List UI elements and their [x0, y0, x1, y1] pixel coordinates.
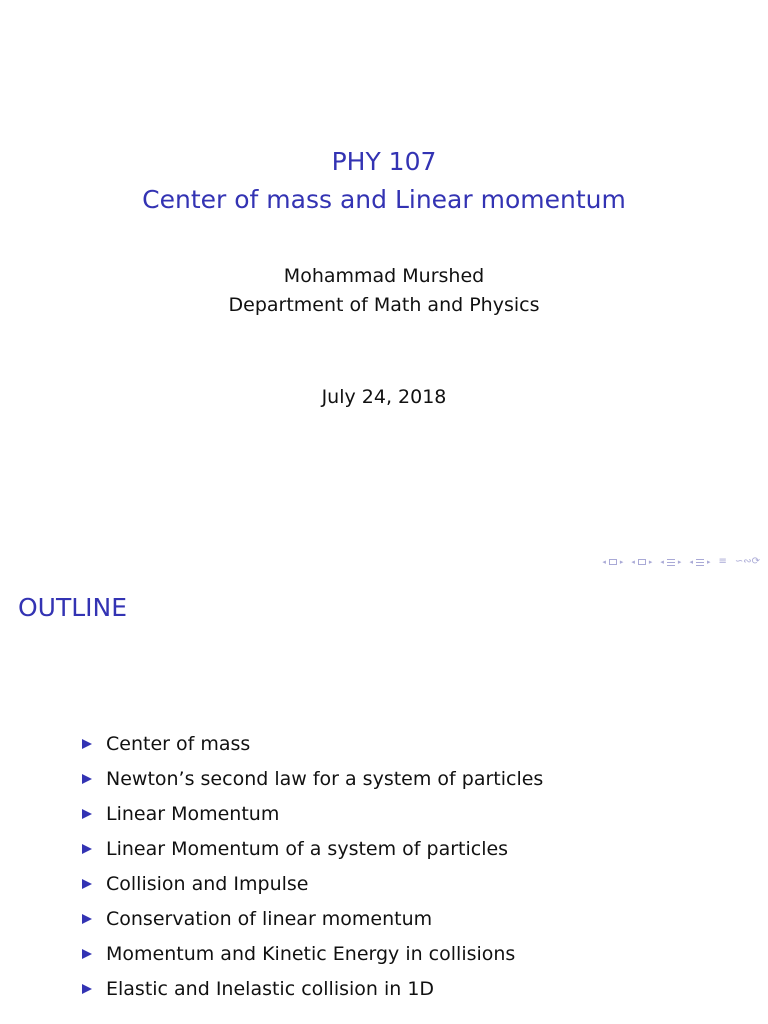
- triangle-bullet-icon: [82, 914, 92, 924]
- outline-item: [0, 727, 768, 762]
- outline-item: [0, 797, 768, 832]
- author-block: [0, 262, 768, 320]
- outline-item: [0, 901, 768, 936]
- triangle-bullet-icon: [82, 879, 92, 889]
- author-name: Mohammad Murshed: [283, 265, 485, 287]
- subsection-outline-icon[interactable]: ◂ ▸: [689, 558, 711, 566]
- search-icon[interactable]: ∽∾⟳: [734, 556, 760, 567]
- beamer-navigation-bar: [602, 555, 760, 569]
- triangle-bullet-icon: [82, 984, 92, 994]
- triangle-bullet-icon: [82, 774, 92, 784]
- subsection-nav-icon[interactable]: ◂ ▸: [631, 558, 653, 566]
- outline-list: [0, 727, 768, 1006]
- outline-item-text: Linear Momentum of a system of particles: [106, 838, 509, 861]
- triangle-bullet-icon: [82, 844, 92, 854]
- outline-item-text: Center of mass: [106, 733, 251, 756]
- outline-item: [0, 762, 768, 797]
- outline-item-text: Collision and Impulse: [106, 873, 309, 895]
- document-icon[interactable]: ≡: [718, 556, 727, 567]
- outline-item: [0, 936, 768, 971]
- presentation-title: Center of mass and Linear momentum: [142, 185, 626, 214]
- triangle-bullet-icon: [82, 739, 92, 749]
- course-code: PHY 107: [331, 147, 437, 176]
- frame-nav-icon[interactable]: ◂ ▸: [602, 558, 624, 566]
- outline-item-text: Elastic and Inelastic collision in 1D: [106, 977, 435, 1000]
- outline-item-text: Momentum and Kinetic Energy in collisions: [106, 942, 516, 965]
- outline-item: [0, 832, 768, 867]
- outline-item: [0, 971, 768, 1006]
- outline-item: [0, 867, 768, 902]
- triangle-bullet-icon: [82, 949, 92, 959]
- presentation-date: July 24, 2018: [321, 386, 447, 408]
- outline-heading: OUTLINE: [18, 593, 128, 622]
- title-block: [0, 143, 768, 219]
- outline-item-text: Newton’s second law for a system of particles: [106, 768, 544, 791]
- triangle-bullet-icon: [82, 809, 92, 819]
- outline-item-text: Conservation of linear momentum: [106, 907, 433, 930]
- section-nav-icon[interactable]: ◂ ▸: [660, 558, 682, 566]
- outline-slide: [0, 576, 768, 1024]
- department-name: Department of Math and Physics: [228, 294, 540, 316]
- outline-item-text: Linear Momentum: [106, 803, 280, 826]
